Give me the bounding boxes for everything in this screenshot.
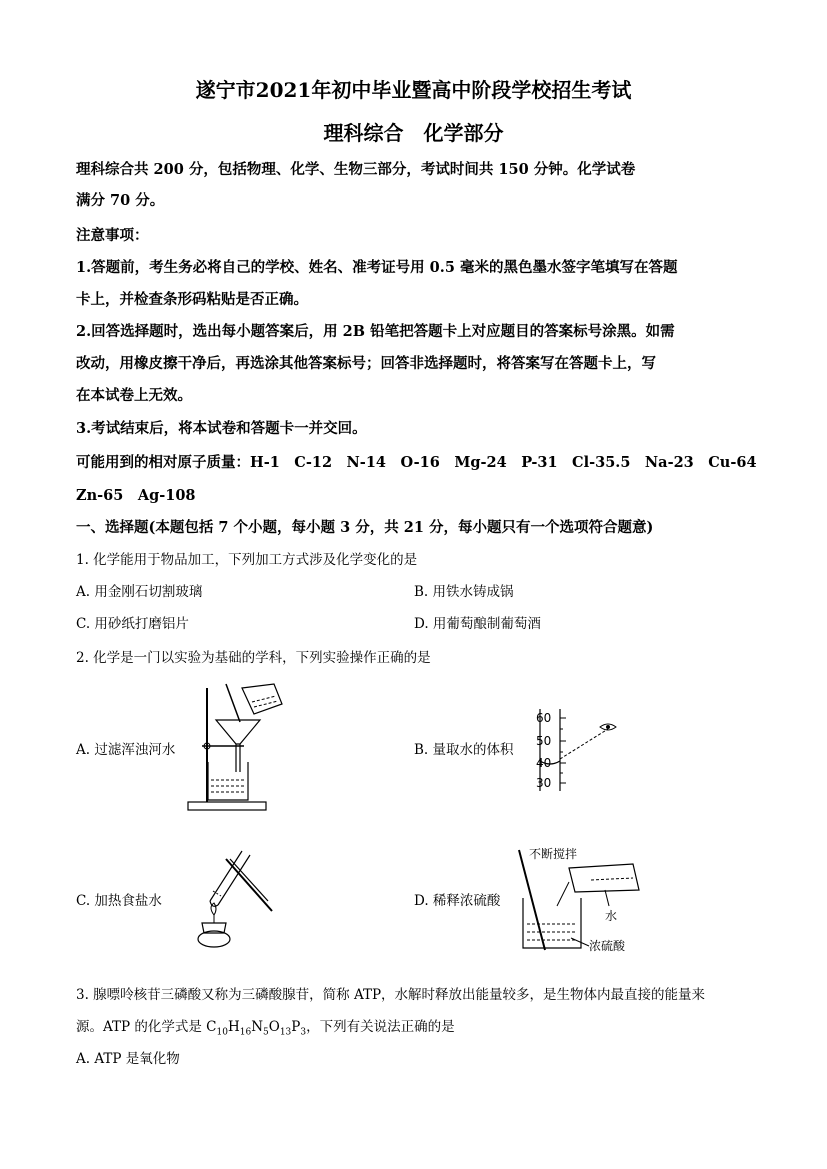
formula-element: P <box>291 1019 301 1035</box>
q2-option-b: B. 量取水的体积 <box>414 742 514 758</box>
q2-option-a: A. 过滤浑浊河水 <box>76 742 176 758</box>
formula-element: H <box>227 1019 240 1035</box>
formula-element: N <box>251 1019 264 1035</box>
q3-stem-line-1: 3. 腺嘌呤核苷三磷酸又称为三磷酸腺苷，简称 ATP，水解时释放出能量较多，是生物体内最直接的能量来 <box>76 987 706 1003</box>
heating-test-tube-figure <box>180 845 275 950</box>
q3-option-a: A. ATP 是氧化物 <box>76 1051 180 1067</box>
intro-line-1: 理科综合共 200 分，包括物理、化学、生物三部分，考试时间共 150 分钟。化学试卷 <box>76 161 636 178</box>
graduated-cylinder-figure <box>530 705 620 795</box>
cylinder-tick-60: 60 <box>536 711 552 725</box>
q2-option-c: C. 加热食盐水 <box>76 893 162 909</box>
cylinder-tick-50: 50 <box>536 734 552 748</box>
q1-option-c: C. 用砂纸打磨铝片 <box>76 616 189 632</box>
atomic-masses-line-2: Zn-65 Ag-108 <box>76 487 196 504</box>
filtration-apparatus-figure <box>180 680 290 815</box>
note-2-line-1: 2.回答选择题时，选出每小题答案后，用 2B 铅笔把答题卡上对应题目的答案标号涂黑。如需 <box>76 323 675 340</box>
note-1-line-2: 卡上，并检查条形码粘贴是否正确。 <box>76 291 308 308</box>
q3-stem-text-end: ，下列有关说法正确的是 <box>306 1019 455 1035</box>
q1-option-a: A. 用金刚石切割玻璃 <box>76 584 203 600</box>
label-concentrated-acid: 浓硫酸 <box>589 939 626 953</box>
note-2-line-2: 改动，用橡皮擦干净后，再选涂其他答案标号；回答非选择题时，将答案写在答题卡上，写 <box>76 355 656 372</box>
formula-element: O <box>268 1019 280 1035</box>
formula-sub: 3 <box>300 1027 307 1038</box>
note-3: 3.考试结束后，将本试卷和答题卡一并交回。 <box>76 420 367 437</box>
section-1-heading: 一、选择题(本题包括 7 个小题，每小题 3 分，共 21 分，每小题只有一个选项符合题意) <box>76 519 654 536</box>
q1-option-b: B. 用铁水铸成锅 <box>414 584 514 600</box>
formula-sub: 10 <box>216 1027 228 1038</box>
note-1-line-1: 1.答题前，考生务必将自己的学校、姓名、准考证号用 0.5 毫米的黑色墨水签字笔填写在答题 <box>76 259 678 276</box>
dilution-apparatus-figure <box>505 842 655 960</box>
q3-stem-text-start: 源。ATP 的化学式是 C <box>76 1019 217 1035</box>
intro-line-2: 满分 70 分。 <box>76 192 165 209</box>
q1-option-d: D. 用葡萄酿制葡萄酒 <box>414 616 541 632</box>
cylinder-tick-40: 40 <box>536 756 552 770</box>
q2-option-d: D. 稀释浓硫酸 <box>414 893 501 909</box>
cylinder-tick-30: 30 <box>536 776 552 790</box>
formula-sub: 13 <box>279 1027 292 1038</box>
label-water: 水 <box>605 909 618 923</box>
exam-subtitle: 理科综合 化学部分 <box>323 121 504 145</box>
label-stir-continuously: 不断搅拌 <box>529 847 578 861</box>
formula-sub: 16 <box>239 1027 252 1038</box>
notes-heading: 注意事项： <box>76 227 149 244</box>
q3-stem-line-2 <box>76 1015 455 1038</box>
atomic-masses-line-1: 可能用到的相对原子质量：H-1 C-12 N-14 O-16 Mg-24 P-31 Cl-35.5 Na-23 Cu-64 <box>76 454 757 471</box>
q2-stem: 2. 化学是一门以实验为基础的学科，下列实验操作正确的是 <box>76 650 431 666</box>
exam-title: 遂宁市2021年初中毕业暨高中阶段学校招生考试 <box>195 78 632 102</box>
q1-stem: 1. 化学能用于物品加工，下列加工方式涉及化学变化的是 <box>76 552 418 568</box>
note-2-line-3: 在本试卷上无效。 <box>76 387 192 404</box>
formula-sub: 5 <box>263 1027 269 1038</box>
